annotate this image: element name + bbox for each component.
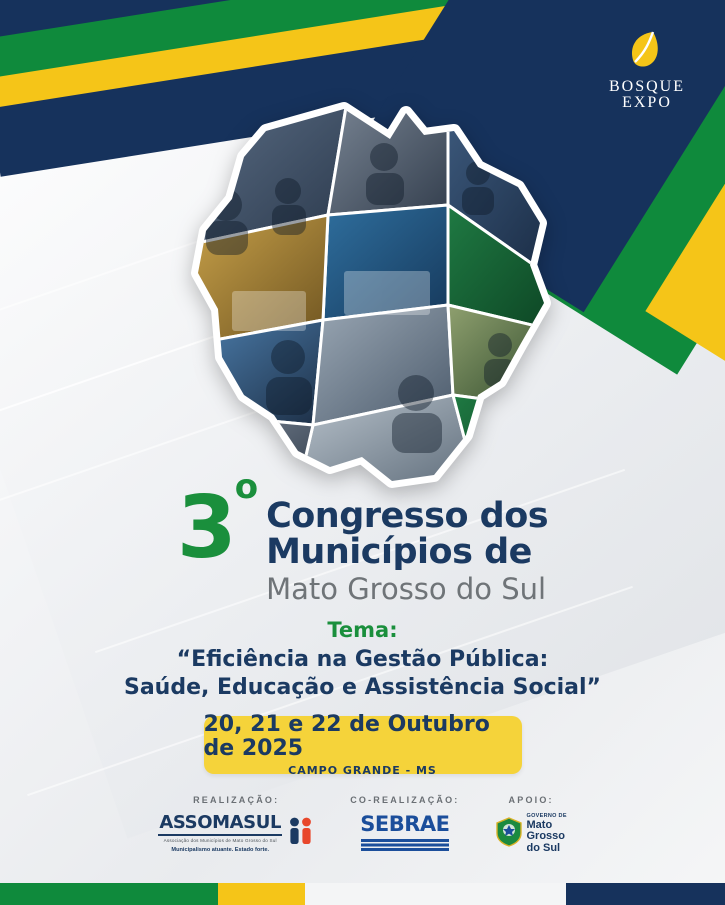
sponsor-heading: CO-REALIZAÇÃO: bbox=[350, 795, 460, 805]
assomasul-tagline: Municipalismo atuante. Estado forte. bbox=[171, 847, 269, 853]
ms-map-photo-collage bbox=[148, 95, 578, 490]
sponsor-heading: REALIZAÇÃO: bbox=[193, 795, 280, 805]
map-shape bbox=[148, 95, 578, 490]
gov-line-1: GOVERNO DE bbox=[526, 813, 567, 819]
theme-line-1: “Eficiência na Gestão Pública: bbox=[176, 647, 549, 672]
title-line-2: Municípios de bbox=[266, 531, 532, 572]
event-title bbox=[0, 467, 725, 607]
assomasul-name: ASSOMASUL bbox=[159, 812, 282, 833]
assomasul-rule bbox=[158, 834, 282, 836]
people-icon bbox=[288, 816, 314, 851]
logo-line-1: BOSQUE bbox=[608, 78, 685, 95]
ordinal-digit: 3 bbox=[176, 478, 235, 578]
footer-white bbox=[305, 883, 566, 905]
title-line-3: Mato Grosso do Sul bbox=[266, 572, 547, 607]
sebrae-name: SEBRAE bbox=[360, 812, 450, 836]
gov-line-4: do Sul bbox=[526, 841, 561, 854]
bosque-expo-logo bbox=[609, 30, 685, 111]
ordinal-suffix: o bbox=[234, 467, 257, 508]
footer-navy bbox=[566, 883, 725, 905]
gov-line-3: Grosso bbox=[526, 830, 566, 843]
sponsor-heading: APOIO: bbox=[508, 795, 554, 805]
footer-green bbox=[0, 883, 218, 905]
sponsor-apoio bbox=[496, 795, 567, 854]
assomasul-subtitle: Associação dos Municípios de Mato Grosso do Sul bbox=[163, 838, 277, 843]
gov-line-2: Mato bbox=[526, 818, 553, 831]
footer-yellow bbox=[218, 883, 305, 905]
logo-line-2: EXPO bbox=[622, 94, 672, 111]
sebrae-bars-icon bbox=[360, 838, 449, 856]
event-date-badge bbox=[203, 711, 522, 778]
event-location: CAMPO GRANDE - MS bbox=[288, 764, 437, 778]
sponsor-realizacao bbox=[158, 795, 314, 853]
title-line-1: Congresso dos bbox=[266, 496, 549, 536]
event-date: 20, 21 e 22 de Outubro de 2025 bbox=[203, 711, 490, 761]
ordinal-number bbox=[176, 467, 257, 578]
theme-label: Tema: bbox=[327, 618, 398, 642]
theme-section bbox=[0, 618, 725, 702]
theme-line-2: Saúde, Educação e Assistência Social” bbox=[123, 675, 602, 701]
sponsor-row bbox=[0, 795, 725, 856]
leaf-icon bbox=[609, 30, 685, 74]
footer-band bbox=[0, 883, 725, 905]
coat-of-arms-icon bbox=[496, 817, 522, 852]
sponsor-corealizacao bbox=[350, 795, 459, 856]
